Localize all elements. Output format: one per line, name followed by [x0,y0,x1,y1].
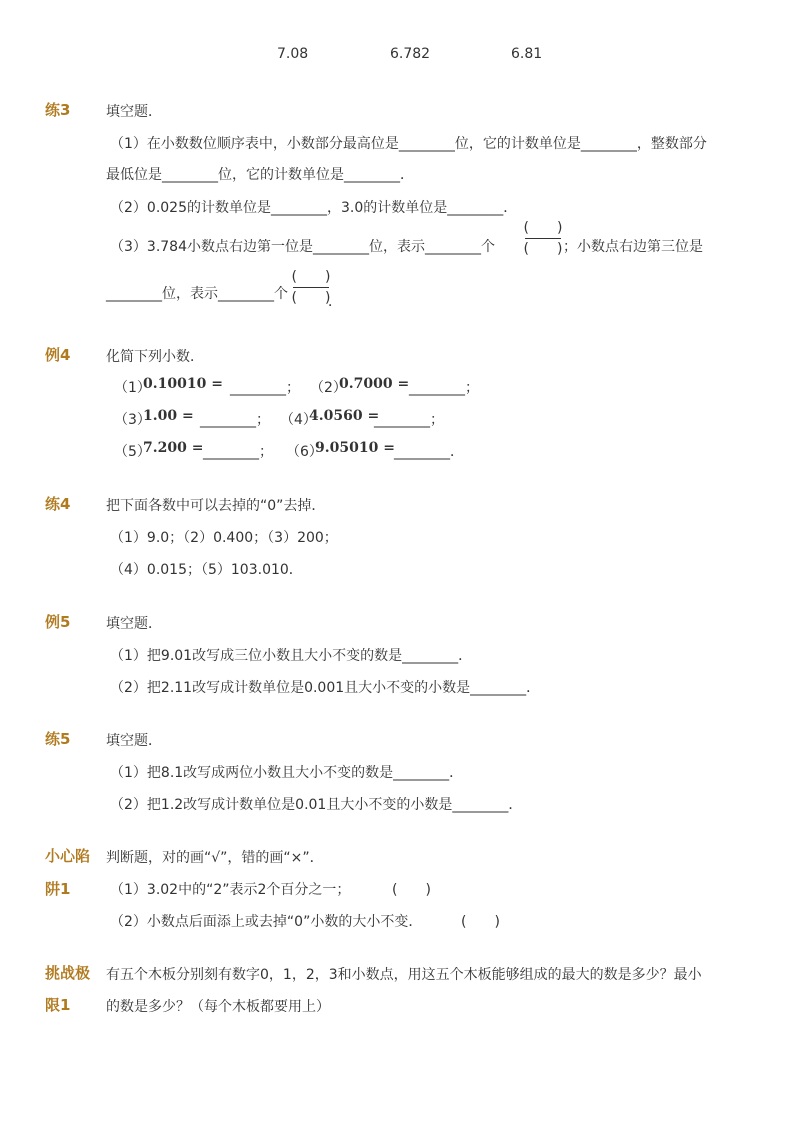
question-end: ． [328,294,342,310]
question-line: （1）把8.1改写成两位小数且大小不变的数是________． [110,765,464,781]
section-title: 填空题． [106,733,162,749]
section-title: 判断题，对的画“√”，错的画“×”． [106,850,324,866]
item-number: （6） [286,444,323,460]
item-number: （1） [114,380,151,396]
question-line: （2）小数点后面添上或去掉“0”小数的大小不变． [110,914,423,930]
item-number: （3） [114,412,151,428]
number-6-81: 6.81 [511,46,543,62]
section-title: 把下面各数中可以去掉的“0”去掉． [106,498,326,514]
question-line: 最低位是________位，它的计数单位是________． [106,167,414,183]
expression: 1.00 = [143,408,194,424]
answer-blank: ________； [374,412,444,428]
fraction-numerator: ( ) [523,220,563,236]
section-label: 小心陷 [45,847,91,865]
question-line: （4）0.015；（5）103.010． [110,562,303,578]
question-line: （2）把2.11改写成计数单位是0.001且大小不变的小数是________． [110,680,541,696]
fraction-blank [291,268,331,307]
answer-blank: ________； [203,444,273,460]
section-label: 限1 [45,996,71,1014]
item-number: （4） [280,412,317,428]
question-line: （3）3.784小数点右边第一位是________位，表示________个 [110,239,495,255]
fraction-numerator: ( ) [291,269,331,285]
question-line: （2）把1.2改写成计数单位是0.01且大小不变的小数是________． [110,797,523,813]
number-6-782: 6.782 [390,46,431,62]
judge-parens: ( ) [461,914,500,930]
section-label: 例4 [45,346,71,364]
question-line: （2）0.025的计数单位是________，3.0的计数单位是________． [110,200,518,216]
question-line: （1）在小数数位顺序表中，小数部分最高位是________位，它的计数单位是________，整数部分 [110,136,707,152]
section-label: 练3 [45,101,71,119]
section-title: 填空题． [106,616,162,632]
section-title: 填空题． [106,104,162,120]
expression: 9.05010 = [315,440,395,456]
section-label: 挑战极 [45,964,91,982]
fraction-bar [525,238,561,239]
question-line: ；小数点右边第三位是 [563,239,703,255]
section-title: 化简下列小数． [106,349,204,365]
expression: 0.10010 = [143,376,223,392]
expression: 0.7000 = [339,376,410,392]
section-label: 练5 [45,730,71,748]
judge-parens: ( ) [392,882,431,898]
question-line: ________位，表示________个 [106,286,288,302]
question-line: （1）9.0；（2）0.400；（3）200； [110,530,338,546]
fraction-bar [293,287,329,288]
expression: 7.200 = [143,440,204,456]
question-line: 有五个木板分别刻有数字0，1，2，3和小数点，用这五个木板能够组成的最大的数是多少？最小 [106,967,702,983]
expression: 4.0560 = [309,408,380,424]
section-label: 例5 [45,613,71,631]
item-number: （2） [310,380,347,396]
section-label: 阱1 [45,880,71,898]
question-line: （1）把9.01改写成三位小数且大小不变的数是________． [110,648,473,664]
fraction-blank [523,219,563,258]
answer-blank: ________； [409,380,479,396]
fraction-denominator: ( ) [523,241,563,257]
question-line: 的数是多少？（每个木板都要用上） [106,999,330,1015]
answer-blank: ________； [230,380,300,396]
answer-blank: ________； [200,412,270,428]
fraction-denominator: ( ) [291,290,331,306]
section-label: 练4 [45,495,71,513]
question-line: （1）3.02中的“2”表示2个百分之一； [110,882,351,898]
number-7-08: 7.08 [277,46,309,62]
item-number: （5） [114,444,151,460]
answer-blank: ________． [394,444,464,460]
